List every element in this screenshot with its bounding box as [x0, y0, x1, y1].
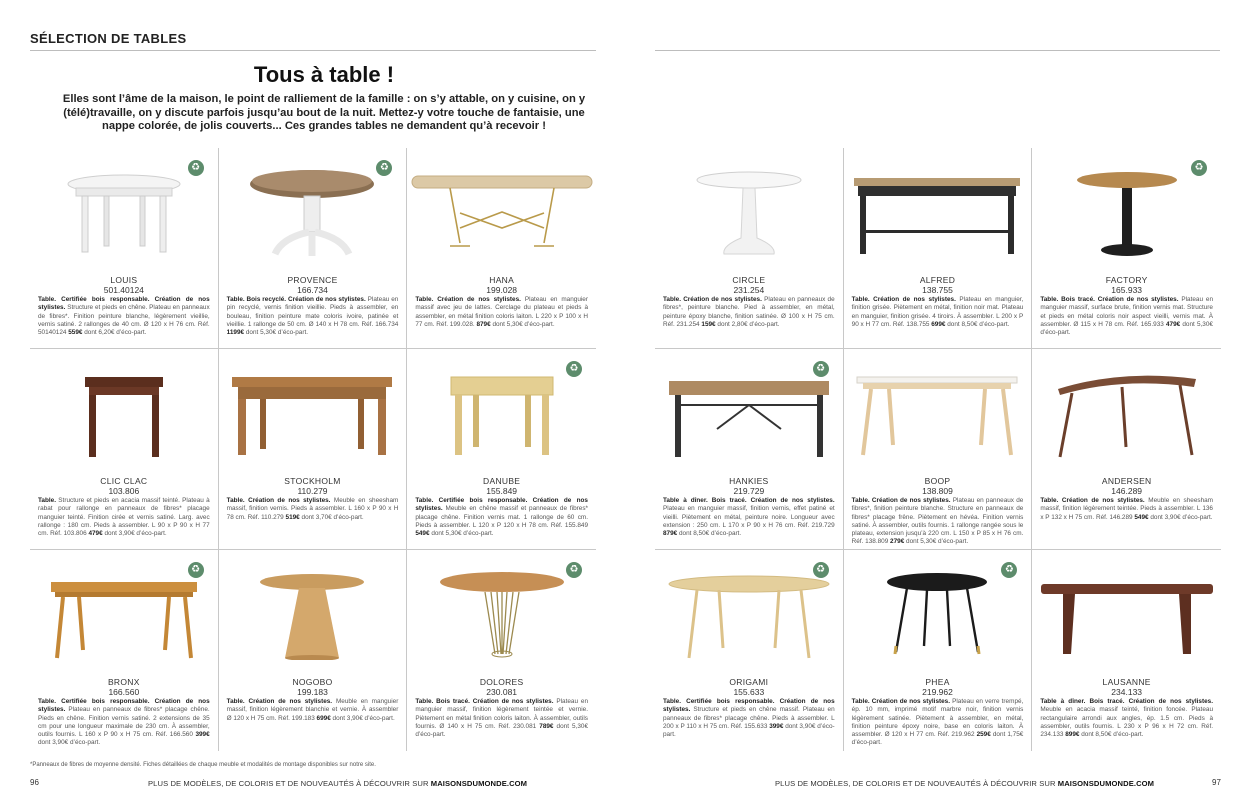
right-header-rule — [655, 50, 1220, 51]
product-price: 1199€ — [226, 329, 245, 337]
product-price: 159€ — [701, 320, 716, 328]
product-name: ANDERSEN — [1101, 476, 1152, 486]
product-description — [663, 296, 835, 329]
product-name: STOCKHOLM — [284, 476, 341, 486]
product-ref: 501.40124 — [103, 285, 144, 295]
recycle-icon: ♻ — [1001, 562, 1017, 578]
description-lead: Table. Création de nos stylistes. — [663, 296, 762, 303]
table-illustration — [49, 570, 199, 665]
description-lead: Table. Création de nos stylistes. — [851, 296, 956, 303]
description-body: Meuble en chêne massif et panneaux de fibres* placage chêne. Finition vernis mat. 1 rallonge de 60 cm. Pieds à assembler. L 120 x P 120 x H 78 cm. Réf. 155.849 — [415, 505, 588, 529]
product-description — [852, 698, 1024, 748]
product-ref: 103.806 — [108, 486, 140, 496]
description-lead: Table. Bois recyclé. Création de nos stylistes. — [226, 296, 366, 303]
product-ref: 165.933 — [1111, 285, 1143, 295]
footer-left — [148, 779, 527, 788]
eco-participation: dont 6,20€ d’éco-part. — [84, 329, 147, 337]
eco-participation: dont 1,75€ d’éco-part. — [851, 731, 1024, 747]
product-ref: 155.633 — [733, 687, 765, 697]
description-body: Meuble en sheesham massif, finition légèrement teintée. Pieds à assembler. L 136 x P 132 x H 75 cm. Réf. 146.289 — [1040, 497, 1213, 521]
product-name: LAUSANNE — [1102, 677, 1151, 687]
product-ref: 234.133 — [1111, 687, 1143, 697]
product-description — [1040, 296, 1213, 337]
product-description — [415, 296, 588, 329]
description-lead: Table. Création de nos stylistes. — [226, 698, 333, 705]
product-price: 399€ — [769, 722, 784, 730]
product-price: 259€ — [976, 731, 991, 739]
product-ref: 146.289 — [1111, 486, 1143, 496]
product-price: 479€ — [88, 530, 103, 538]
description-lead: Table. Création de nos stylistes. — [1040, 497, 1145, 504]
product-card-origami[interactable] — [655, 550, 844, 751]
recycle-icon: ♻ — [813, 361, 829, 377]
product-ref: 110.279 — [297, 486, 328, 496]
eco-participation: dont 3,70€ d’éco-part. — [301, 513, 364, 521]
page-title: Tous à table ! — [253, 62, 395, 87]
product-card-lausanne[interactable] — [1032, 550, 1221, 751]
product-description — [415, 698, 588, 739]
description-body: Structure et pieds en chêne. Plateau en panneaux de fibres*. Finition peinture blanche, légèrement vieillie, vernis satiné. 2 rallonges de 40 cm. Ø 120 x H 76 cm. Réf. 50140124 — [38, 304, 210, 337]
footer-text: PLUS DE MODÈLES, DE COLORIS ET DE NOUVEAUTÉS À DÉCOUVRIR SUR — [148, 779, 429, 788]
product-ref: 219.729 — [733, 486, 765, 496]
eco-participation: dont 8,50€ d’éco-part. — [679, 530, 742, 538]
table-illustration — [1052, 369, 1202, 464]
description-body: Plateau en manguier massif, surface brute, finition vernis mat. Structure et pieds en métal coloris noir aspect vieilli, vernis mat. À assembler. Ø 115 x H 78 cm. Réf. 165.933 — [1040, 296, 1214, 328]
section-title: SÉLECTION DE TABLES — [30, 31, 187, 46]
table-illustration — [64, 168, 184, 263]
product-description — [663, 497, 835, 538]
table-illustration — [852, 168, 1022, 263]
product-price: 789€ — [539, 722, 554, 730]
intro-text: Elles sont l’âme de la maison, le point de ralliement de la famille : on s’y attable, on y cuisine, on y (télé)travaille, on y discute parfois jusqu’au bout de la nuit. Mettez-y votre touche de fantaisie, une nappe colorée, de jolis couverts... Ces grandes tables ne demandent qu’à recevoir ! — [62, 93, 586, 132]
product-description — [38, 698, 210, 748]
recycle-icon: ♻ — [1191, 160, 1207, 176]
table-illustration — [79, 369, 169, 464]
product-price: 699€ — [931, 320, 946, 328]
product-price: 559€ — [68, 329, 83, 337]
product-card-louis[interactable] — [30, 148, 219, 349]
recycle-icon: ♻ — [376, 160, 392, 176]
recycle-icon: ♻ — [188, 562, 204, 578]
product-description — [38, 497, 210, 538]
product-name: HANA — [489, 275, 515, 285]
product-name: FACTORY — [1105, 275, 1148, 285]
product-name: CIRCLE — [732, 275, 766, 285]
table-illustration — [694, 168, 804, 263]
footnote: *Panneaux de fibres de moyenne densité. Fiches détaillées de chaque meuble et modalités de montage disponibles sur notre site. — [30, 762, 376, 768]
eco-participation: dont 8,50€ d’éco-part. — [947, 320, 1010, 328]
description-body: Meuble en acacia massif teinté, finition foncée. Plateau rectangulaire arrondi aux angles, ép. 1.5 cm. Pieds à assembler, outils fournis. L 230 x P 96 x H 72 cm. Réf. 234.133 — [1040, 706, 1213, 739]
description-lead: Table. Certifiée bois responsable. Création de nos stylistes. — [663, 698, 835, 714]
product-name: ORIGAMI — [729, 677, 769, 687]
product-ref: 230.081 — [486, 687, 518, 697]
product-price: 519€ — [285, 513, 300, 521]
product-description — [1040, 497, 1213, 522]
product-card-clic-clac[interactable] — [30, 349, 219, 550]
table-illustration — [855, 369, 1019, 464]
eco-participation: dont 2,80€ d’éco-part. — [717, 320, 780, 328]
table-illustration — [410, 168, 594, 263]
product-name: DANUBE — [483, 476, 521, 486]
product-name: BRONX — [107, 677, 140, 687]
product-card-danube[interactable] — [407, 349, 596, 550]
table-illustration — [247, 168, 377, 263]
description-lead: Table. Création de nos stylistes. — [415, 296, 521, 303]
description-lead: Table. Bois tracé. Création de nos stylistes. — [415, 698, 554, 705]
recycle-icon: ♻ — [566, 361, 582, 377]
recycle-icon: ♻ — [188, 160, 204, 176]
product-card-nogobo[interactable] — [219, 550, 408, 751]
product-card-bronx[interactable] — [30, 550, 219, 751]
product-name: NOGOBO — [292, 677, 333, 687]
eco-participation: dont 3,90€ d’éco-part. — [1150, 513, 1213, 521]
product-card-factory[interactable] — [1032, 148, 1221, 349]
description-lead: Table à dîner. Bois tracé. Création de nos stylistes. — [1040, 698, 1213, 705]
footer-site-link[interactable]: MAISONSDUMONDE.COM — [430, 779, 528, 788]
description-body: Plateau en verre trempé, ép. 10 mm, imprimé motif marbre noir, finition vernis légèrement satinée. Piètement à assembler, en métal, finition peinture époxy noire, base en coloris laiton. À assembler. Ø 120 x H 77 cm. Réf. 219.962 — [851, 698, 1024, 739]
product-name: BOOP — [924, 476, 951, 486]
table-illustration — [257, 570, 367, 665]
product-card-hankies[interactable] — [655, 349, 844, 550]
product-card-provence[interactable] — [219, 148, 408, 349]
product-ref: 166.560 — [108, 687, 140, 697]
description-body: Plateau en manguier massif, finition légèrement teintée et vernie. Piètement en métal finition coloris laiton. À assembler, outils fournis. Ø 140 x H 75 cm. Réf. 230.081 — [415, 698, 589, 730]
description-lead: Table. — [38, 497, 56, 504]
product-price: 879€ — [663, 530, 678, 538]
recycle-icon: ♻ — [813, 562, 829, 578]
description-body: Meuble en sheesham massif, finition vernis. Pieds à assembler. L 160 x P 90 x H 78 cm. Réf. 110.279 — [226, 497, 399, 521]
product-price: 279€ — [890, 538, 905, 546]
product-card-phea[interactable] — [844, 550, 1033, 751]
footer-site-link[interactable]: MAISONSDUMONDE.COM — [1057, 779, 1155, 788]
footer-text: PLUS DE MODÈLES, DE COLORIS ET DE NOUVEAUTÉS À DÉCOUVRIR SUR — [775, 779, 1056, 788]
product-name: HANKIES — [729, 476, 769, 486]
table-illustration — [1072, 168, 1182, 263]
product-description — [227, 296, 399, 337]
product-card-alfred[interactable] — [844, 148, 1033, 349]
product-price: 479€ — [1165, 320, 1181, 328]
footer-right — [775, 779, 1154, 788]
product-ref: 138.809 — [922, 486, 953, 496]
product-name: DOLORES — [479, 677, 524, 687]
product-card-dolores[interactable] — [407, 550, 596, 751]
description-body: Plateau en manguier massif, finition vernis, effet patiné et vieilli. Piètement en métal, peinture noire. Longueur avec extension : 250 cm. L 170 x P 90 x H 76 cm. Réf. 219.729 — [663, 505, 835, 529]
eco-participation: dont 5,30€ d’éco-part. — [431, 530, 494, 538]
table-illustration — [437, 570, 567, 665]
eco-participation: dont 5,30€ d’éco-part. — [415, 722, 588, 739]
description-lead: Table à dîner. Bois tracé. Création de nos stylistes. — [663, 497, 835, 504]
eco-participation: dont 3,90€ d’éco-part. — [332, 714, 395, 722]
description-body: Structure et pieds en acacia massif teinté. Plateau à rabat pour rallonge en panneaux de fibres* placage manguier teinté. Finition cirée et vernis satiné. Larg. avec rallonge : 180 cm. Pieds à assembler. L 90 x P 90 x H 77 cm. Réf. 103.806 — [38, 497, 210, 538]
product-name: PROVENCE — [287, 275, 338, 285]
product-name: LOUIS — [110, 275, 138, 285]
product-ref: 166.734 — [297, 285, 328, 295]
product-ref: 199.028 — [486, 285, 518, 295]
product-ref: 219.962 — [922, 687, 953, 697]
product-description — [415, 497, 588, 538]
description-body: Plateau en manguier massif avec jeu de lattes. Cerclage du plateau et pieds à assembler, en métal finition coloris laiton. L 220 x P 100 x H 77 cm. Réf. 199.028. — [415, 296, 588, 328]
description-body: Plateau en manguier, finition grisée. Piètement en métal, finition noir mat. Plateau en manguier, finition grisée. 4 tiroirs. À assembler. L 200 x P 90 x H 77 cm. Réf. 138.755 — [851, 296, 1024, 328]
description-body: Plateau en pin recyclé, vernis finition vieillie. Pieds à assembler, en bouleau, finition peinture mate coloris ivoire, patinée et vieillie. 1 rallonge de 50 cm. Ø 140 x H 78 cm. Réf. 166.734 — [226, 296, 399, 328]
eco-participation: dont 5,30€ d’éco-part. — [245, 329, 309, 337]
table-illustration — [447, 369, 557, 464]
product-name: PHEA — [925, 677, 950, 687]
product-card-andersen[interactable] — [1032, 349, 1221, 550]
product-description — [852, 497, 1024, 547]
product-card-circle[interactable] — [655, 148, 844, 349]
product-card-stockholm[interactable] — [219, 349, 408, 550]
product-description — [227, 497, 399, 522]
description-lead: Table. Création de nos stylistes. — [851, 497, 951, 504]
table-illustration — [667, 570, 831, 665]
eco-participation: dont 3,90€ d’éco-part. — [104, 530, 167, 538]
description-lead: Table. Certifiée bois responsable. Création de nos stylistes. — [38, 698, 210, 714]
product-price: 549€ — [1134, 513, 1149, 521]
description-lead: Table. Certifiée bois responsable. Création de nos stylistes. — [38, 296, 210, 312]
recycle-icon: ♻ — [566, 562, 582, 578]
product-description — [227, 698, 399, 723]
product-name: ALFRED — [919, 275, 956, 285]
description-body: Plateau en panneaux de fibres*, finition peinture blanche. Structure en panneaux de fibres* placage frêne. Piètement en hévéa. Finition vernis satiné. À assembler, outils fournis. 1 rallonge rangée sous le plateau, extension jusqu’à 220 cm. L 150 x P 85 x H 76 cm. Réf. 138.809 — [851, 497, 1024, 546]
product-ref: 231.254 — [733, 285, 765, 295]
product-price: 899€ — [1065, 731, 1080, 739]
right-product-grid — [655, 148, 1221, 751]
product-price: 879€ — [476, 320, 491, 328]
description-body: Structure et pieds en chêne massif. Plateau en panneaux de fibres* placage chêne. Pieds à assembler. L 200 x P 110 x H 75 cm. Réf. 155.633 — [663, 706, 835, 730]
product-ref: 138.755 — [922, 285, 953, 295]
eco-participation: dont 5,30€ d’éco-part. — [906, 538, 969, 546]
product-ref: 155.849 — [486, 486, 518, 496]
product-card-boop[interactable] — [844, 349, 1033, 550]
product-card-hana[interactable] — [407, 148, 596, 349]
table-illustration — [230, 369, 394, 464]
eco-participation: dont 3,90€ d’éco-part. — [38, 739, 101, 747]
table-illustration — [667, 369, 831, 464]
product-ref: 199.183 — [297, 687, 328, 697]
product-price: 399€ — [195, 731, 210, 739]
description-lead: Table. Création de nos stylistes. — [851, 698, 951, 705]
description-body: Plateau en panneaux de fibres*, peinture blanche. Pied à assembler, en métal, peinture époxy blanche, finition satinée. Ø 100 x H 75 cm. Réf. 231.254 — [663, 296, 835, 328]
description-body: Meuble en manguier massif, finition légèrement blanchie et vernie. À assembler Ø 120 x H 75 cm. Réf. 199.183 — [226, 698, 399, 722]
eco-participation: dont 5,30€ d’éco-part. — [492, 320, 555, 328]
left-header-rule — [30, 50, 596, 51]
description-lead: Table. Certifiée bois responsable. Création de nos stylistes. — [415, 497, 588, 513]
eco-participation: dont 3,90€ d’éco-part. — [663, 722, 835, 739]
table-illustration — [1039, 570, 1215, 665]
eco-participation: dont 8,50€ d’éco-part. — [1081, 731, 1144, 739]
product-description — [663, 698, 835, 739]
description-body: Plateau en panneaux de fibres* placage chêne. Pieds en chêne. Finition vernis satiné. 2 extensions de 35 cm pour une longueur maximale de 230 cm. À assembler, outils fournis. L 160 x P 90 x H 75 cm. Réf. 166.560 — [38, 706, 210, 739]
page-number-right: 97 — [1212, 778, 1221, 787]
description-lead: Table. Bois tracé. Création de nos stylistes. — [1040, 296, 1179, 303]
product-description — [38, 296, 210, 337]
eco-participation: dont 5,30€ d’éco-part. — [1040, 320, 1213, 337]
product-description — [852, 296, 1024, 329]
left-product-grid — [30, 148, 596, 751]
product-price: 549€ — [415, 530, 430, 538]
table-illustration — [882, 570, 992, 665]
description-lead: Table. Création de nos stylistes. — [226, 497, 331, 504]
page-number-left: 96 — [30, 778, 39, 787]
product-name: CLIC CLAC — [100, 476, 148, 486]
product-description — [1040, 698, 1213, 739]
product-price: 699€ — [316, 714, 331, 722]
